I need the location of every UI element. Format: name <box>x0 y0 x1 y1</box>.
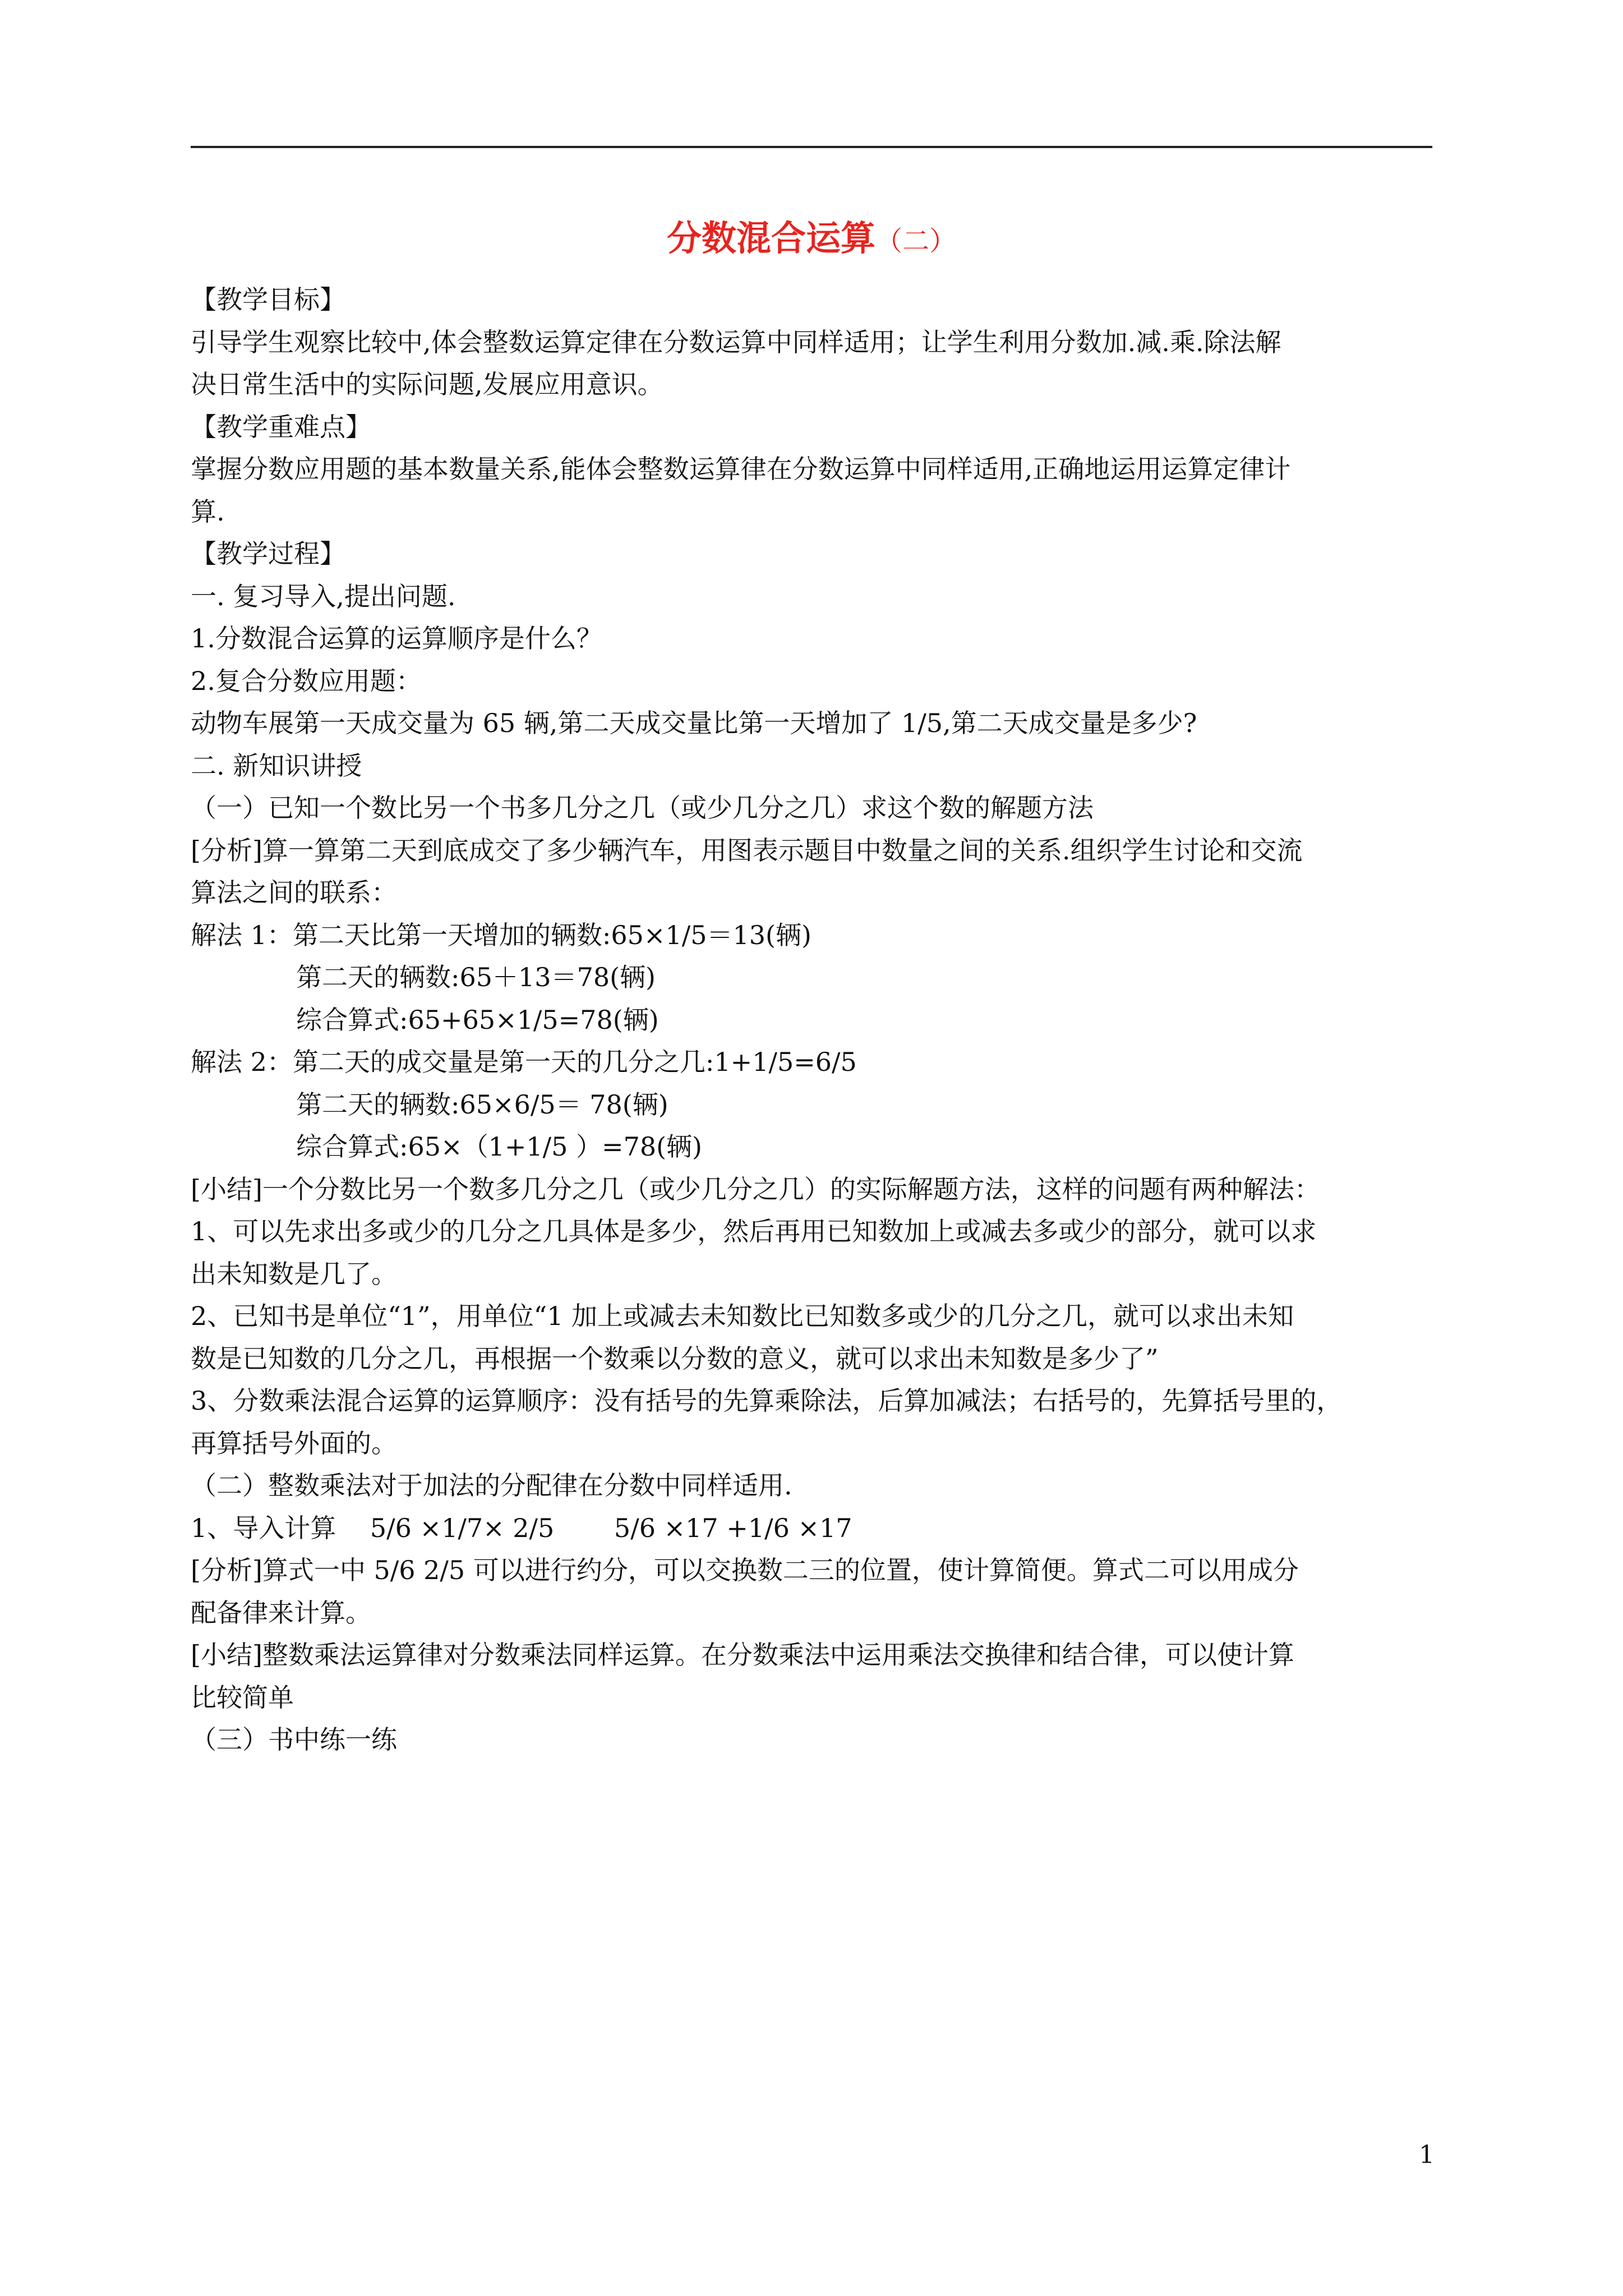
paragraph-line: 1.分数混合运算的运算顺序是什么？ <box>191 623 602 654</box>
paragraph-line: 算法之间的联系： <box>191 877 397 908</box>
solution-line-indented: 第二天的辆数:65×6/5＝ 78(辆) <box>296 1089 668 1120</box>
header-rule <box>191 146 1432 148</box>
heading-teaching-process: 【教学过程】 <box>191 539 345 569</box>
paragraph-line: 1、导入计算 5/6 ×1/7× 2/5 5/6 ×17 +1/6 ×17 <box>191 1512 852 1543</box>
paragraph-line: 3、分数乘法混合运算的运算顺序：没有括号的先算乘除法，后算加减法；右括号的，先算括号里的， <box>191 1386 1343 1416</box>
paragraph-line: 1、可以先求出多或少的几分之几具体是多少，然后再用已知数加上或减去多或少的部分，就可以求 <box>191 1216 1317 1246</box>
paragraph-line: 引导学生观察比较中,体会整数运算定律在分数运算中同样适用；让学生利用分数加.减.乘.除法解 <box>191 326 1281 357</box>
paragraph-line: [分析]算式一中 5/6 2/5 可以进行约分，可以交换数二三的位置，使计算简便。算式二可以用成分 <box>191 1555 1299 1585</box>
title-main: 分数混合运算 <box>666 218 875 259</box>
paragraph-line: 比较简单 <box>191 1682 294 1713</box>
subsection-heading: （一）已知一个数比另一个书多几分之几（或少几分之几）求这个数的解题方法 <box>191 793 1094 823</box>
paragraph-line: 出未知数是几了。 <box>191 1258 397 1289</box>
section-heading: 一. 复习导入,提出问题. <box>191 581 456 611</box>
title-suffix: （二） <box>875 226 957 257</box>
document-title <box>0 213 1623 266</box>
paragraph-line: [分析]算一算第二天到底成交了多少辆汽车，用图表示题目中数量之间的关系.组织学生讨论和交流 <box>191 835 1303 866</box>
paragraph-line: 2、已知书是单位“1”，用单位“1 加上或减去未知数比已知数多或少的几分之几，就可以求出未知 <box>191 1301 1294 1331</box>
paragraph-line: 配备律来计算。 <box>191 1597 371 1628</box>
paragraph-line: 决日常生活中的实际问题,发展应用意识。 <box>191 369 663 399</box>
paragraph-line: 动物车展第一天成交量为 65 辆,第二天成交量比第一天增加了 1/5,第二天成交量是多少? <box>191 708 1197 738</box>
solution-line-indented: 综合算式:65×（1+1/5 ）=78(辆) <box>296 1131 703 1162</box>
paragraph-line: 再算括号外面的。 <box>191 1428 397 1458</box>
page-number: 1 <box>1419 2141 1435 2169</box>
solution-line-indented: 第二天的辆数:65＋13＝78(辆) <box>296 962 656 992</box>
paragraph-line: 掌握分数应用题的基本数量关系,能体会整数运算律在分数运算中同样适用,正确地运用运算定律计 <box>191 454 1291 484</box>
paragraph-line: 数是已知数的几分之几，再根据一个数乘以分数的意义，就可以求出未知数是多少了” <box>191 1343 1159 1374</box>
solution-line: 解法 1：第二天比第一天增加的辆数:65×1/5＝13(辆) <box>191 919 811 950</box>
section-heading: 二. 新知识讲授 <box>191 750 362 781</box>
paragraph-line: 算. <box>191 496 225 527</box>
heading-key-points: 【教学重难点】 <box>191 411 371 442</box>
document-body <box>191 279 1432 1761</box>
paragraph-line: [小结]一个分数比另一个数多几分之几（或少几分之几）的实际解题方法，这样的问题有两种解法： <box>191 1174 1320 1204</box>
solution-line: 解法 2：第二天的成交量是第一天的几分之几:1+1/5=6/5 <box>191 1047 857 1077</box>
subsection-heading: （二）整数乘法对于加法的分配律在分数中同样适用. <box>191 1470 792 1501</box>
subsection-heading: （三）书中练一练 <box>191 1724 397 1755</box>
solution-line-indented: 综合算式:65+65×1/5=78(辆) <box>296 1004 659 1035</box>
paragraph-line: [小结]整数乘法运算律对分数乘法同样运算。在分数乘法中运用乘法交换律和结合律，可以使计算 <box>191 1640 1294 1670</box>
paragraph-line: 2.复合分数应用题： <box>191 665 422 696</box>
heading-teaching-goals: 【教学目标】 <box>191 284 345 315</box>
